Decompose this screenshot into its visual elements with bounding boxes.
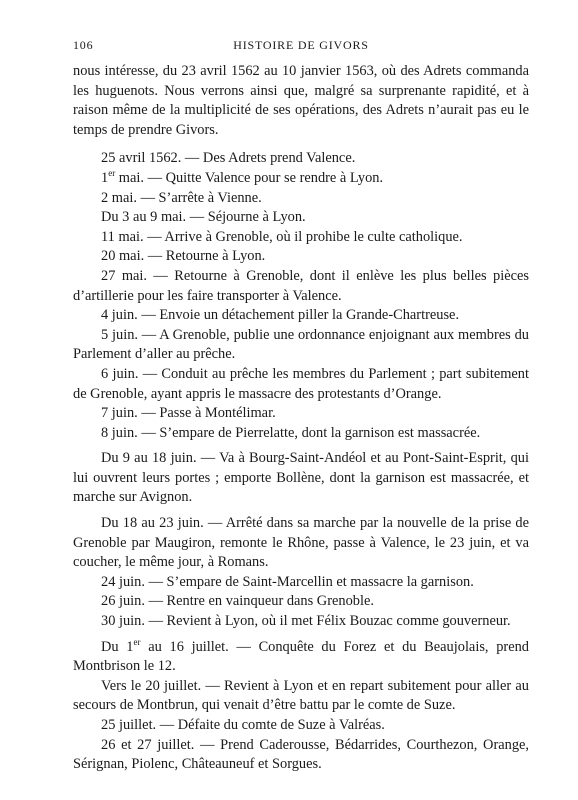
chronology-entry: 30 juin. — Revient à Lyon, où il met Félix Bouzac comme gouverneur.	[101, 613, 511, 630]
chronology-entry: 2 mai. — S’arrête à Vienne.	[101, 189, 262, 206]
chronology-entry: Du 18 au 23 juin. — Arrêté dans sa marche par la nouvelle de la prise de Grenoble par Maugiron, remonte le Rhône, passe à Valence, le 23 juin, et va coucher, le même jour, à Romans.	[73, 515, 529, 571]
chronology-entry: 25 avril 1562. — Des Adrets prend Valence.	[101, 150, 356, 167]
page-body	[73, 62, 529, 775]
chronology-entry: Du 3 au 9 mai. — Séjourne à Lyon.	[101, 209, 306, 226]
chronology-entry: 4 juin. — Envoie un détachement piller la Grande-Chartreuse.	[101, 307, 460, 324]
running-header	[73, 38, 529, 56]
chronology-entry: 6 juin. — Conduit au prêche les membres du Parlement ; part subitement de Grenoble, ayant appris le massacre des protestants d’Orange.	[73, 365, 529, 402]
chronology-entry: 5 juin. — A Grenoble, publie une ordonnance enjoignant aux membres du Parlement d’aller au prêche.	[73, 326, 529, 363]
chronology-entry: Du 1er au 16 juillet. — Conquête du Forez et du Beaujolais, prend Montbrison le 12.	[73, 636, 529, 675]
chronology-entry: 26 et 27 juillet. — Prend Caderousse, Bédarrides, Courthezon, Orange, Sérignan, Piolenc, Châteauneuf et Sorgues.	[73, 736, 529, 773]
ordinal-suffix: er	[108, 168, 116, 179]
chronology-entry: 20 mai. — Retourne à Lyon.	[101, 248, 266, 265]
chronology-entry: 25 juillet. — Défaite du comte de Suze à Valréas.	[101, 717, 385, 733]
chronology-entry: 7 juin. — Passe à Montélimar.	[101, 405, 276, 422]
ordinal-suffix: er	[133, 636, 141, 647]
chronology-entry: 8 juin. — S’empare de Pierrelatte, dont la garnison est massacrée.	[101, 424, 481, 441]
chronology-entry: 27 mai. — Retourne à Grenoble, dont il enlève les plus belles pièces d’artillerie pour les faire transporter à Valence.	[73, 267, 529, 304]
running-title: HISTOIRE DE GIVORS	[233, 38, 369, 52]
chronology-entry: 11 mai. — Arrive à Grenoble, où il prohibe le culte catholique.	[101, 228, 463, 245]
chronology-entry: 26 juin. — Rentre en vainqueur dans Grenoble.	[101, 593, 374, 610]
chronology-entry: 1er mai. — Quitte Valence pour se rendre à Lyon.	[101, 168, 384, 186]
chronology-entry: Vers le 20 juillet. — Revient à Lyon et en repart subitement pour aller au secours de Montbrun, qui venait d’être battu par le comte de Suze.	[73, 677, 529, 714]
intro-paragraph: nous intéresse, du 23 avril 1562 au 10 janvier 1563, où des Adrets commanda les huguenots. Nous verrons ainsi que, malgré sa surprenante rapidité, et à raison même de la multiplicité de ses opérations, des Adrets n’aurait pas eu le temps de prendre Givors.	[73, 63, 529, 138]
page-number: 106	[73, 38, 94, 52]
chronology-entry: Du 9 au 18 juin. — Va à Bourg-Saint-Andéol et au Pont-Saint-Esprit, qui lui ouvrent leurs portes ; emporte Bollène, dont la garnison est massacrée, et marche sur Avignon.	[73, 450, 529, 506]
chronology-entry: 24 juin. — S’empare de Saint-Marcellin et massacre la garnison.	[101, 573, 474, 590]
